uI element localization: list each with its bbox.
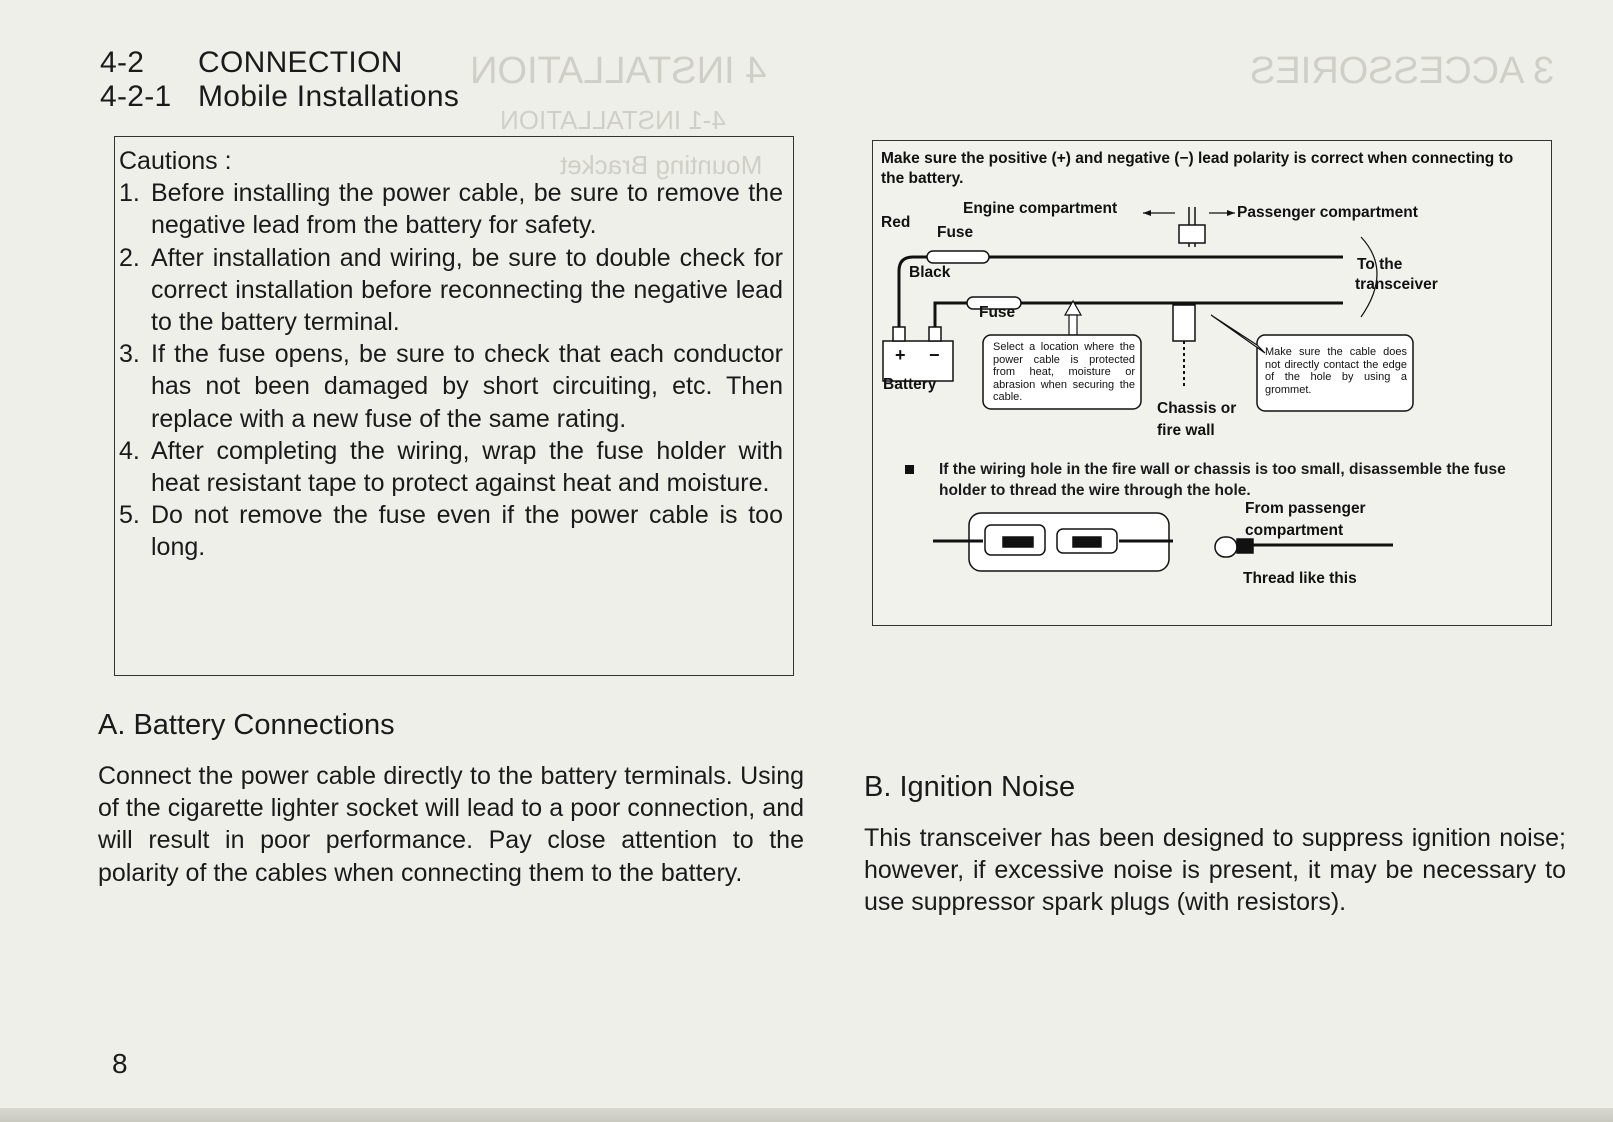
battery-minus-label: − (929, 345, 940, 365)
cautions-title: Cautions : (119, 147, 232, 175)
chassis-or-label: Chassis or (1157, 400, 1237, 417)
caution-item (119, 338, 783, 435)
wiring-hole-note (905, 459, 1515, 501)
fuse-holder-drawing (933, 513, 1173, 571)
note-location-text: Select a location where the power cable is protected from heat, moisture or abrasion when securing the cable. (993, 341, 1135, 403)
to-the-label: To the (1357, 256, 1403, 273)
caution-number: 1. (119, 179, 140, 208)
red-wire (899, 257, 1343, 327)
fuse-top-label: Fuse (937, 224, 974, 241)
fuse-lower-label: Fuse (979, 304, 1016, 321)
caution-number: 2. (119, 243, 140, 272)
bleed-through-mounting: Mounting Bracket (560, 150, 763, 180)
wiring-hole-note-text: If the wiring hole in the fire wall or chassis is too small, disassemble the fuse holder to thread the wire through the hole. (939, 461, 1506, 499)
caution-text: After installation and wiring, be sure to double check for correct installation before reconnecting the negative lead to the battery terminal. (151, 243, 783, 337)
compartment-label: compartment (1245, 522, 1344, 539)
page-number: 8 (112, 1048, 128, 1079)
ignition-noise-body: This transceiver has been designed to suppress ignition noise; however, if excessive noise is present, it may be necessary to use suppressor spark plugs (with resistors). (864, 824, 1566, 917)
caution-number: 5. (119, 501, 140, 530)
grommet-icon (1179, 225, 1205, 243)
ignition-noise-title: B. Ignition Noise (864, 771, 1076, 803)
fuse-top-icon (927, 251, 989, 263)
caution-text: After completing the wiring, wrap the fuse holder with heat resistant tape to protect against heat and moisture. (151, 436, 783, 498)
caution-number: 3. (119, 340, 140, 369)
bleed-through-chapter-4: 4 INSTALLATION (470, 50, 767, 92)
caution-item (119, 499, 783, 563)
caution-item (119, 242, 783, 339)
caution-number: 4. (119, 436, 140, 465)
subsection-heading (100, 80, 459, 114)
page-bottom-edge (0, 1108, 1613, 1122)
cautions-box (114, 136, 794, 676)
note-grommet-text: Make sure the cable does not directly contact the edge of the hole by using a grommet. (1265, 346, 1407, 396)
transceiver-label: transceiver (1355, 276, 1438, 293)
thread-like-this-label: Thread like this (1243, 570, 1357, 587)
caution-item (119, 177, 783, 241)
subsection-title: Mobile Installations (198, 80, 460, 113)
battery-connections-title: A. Battery Connections (98, 709, 395, 741)
section-number: 4-2 (100, 46, 145, 79)
caution-text: Do not remove the fuse even if the power cable is too long. (151, 501, 783, 562)
caution-text: If the fuse opens, be sure to check that each conductor has not been damaged by short circuiting, etc. Then replace with a new fuse of the same rating. (151, 340, 783, 433)
bleed-through-chapter-3: 3 ACCESSORIES (1250, 50, 1555, 92)
engine-compartment-label: Engine compartment (963, 200, 1118, 217)
black-wire-label: Black (909, 264, 951, 281)
passenger-compartment-label: Passenger compartment (1237, 204, 1418, 221)
subsection-number: 4-2-1 (100, 80, 172, 113)
red-wire-label: Red (881, 214, 911, 231)
cautions-list (119, 177, 783, 563)
battery-connections-body: Connect the power cable directly to the battery terminals. Using of the cigarette lighter socket will lead to a poor connection, and will result in poor performance. Pay close attention to the polarity of the cables when connecting them to the battery. (98, 762, 804, 887)
fire-wall-label: fire wall (1157, 422, 1215, 439)
caution-text: Before installing the power cable, be sure to remove the negative lead from the battery for safety. (151, 179, 783, 240)
caution-item (119, 435, 783, 499)
battery-label: Battery (883, 376, 937, 393)
wiring-diagram (872, 140, 1552, 626)
bleed-through-install: 4-1 INSTALLATION (500, 105, 726, 135)
from-passenger-label: From passenger (1245, 500, 1366, 517)
battery-plus-label: + (895, 345, 906, 365)
bullet-square-icon (905, 465, 914, 474)
section-title: CONNECTION (198, 46, 403, 79)
polarity-note: Make sure the positive (+) and negative (−) lead polarity is correct when connecting to the battery. (881, 150, 1514, 187)
section-heading (100, 46, 403, 80)
chassis-bolt-icon (1173, 305, 1195, 341)
